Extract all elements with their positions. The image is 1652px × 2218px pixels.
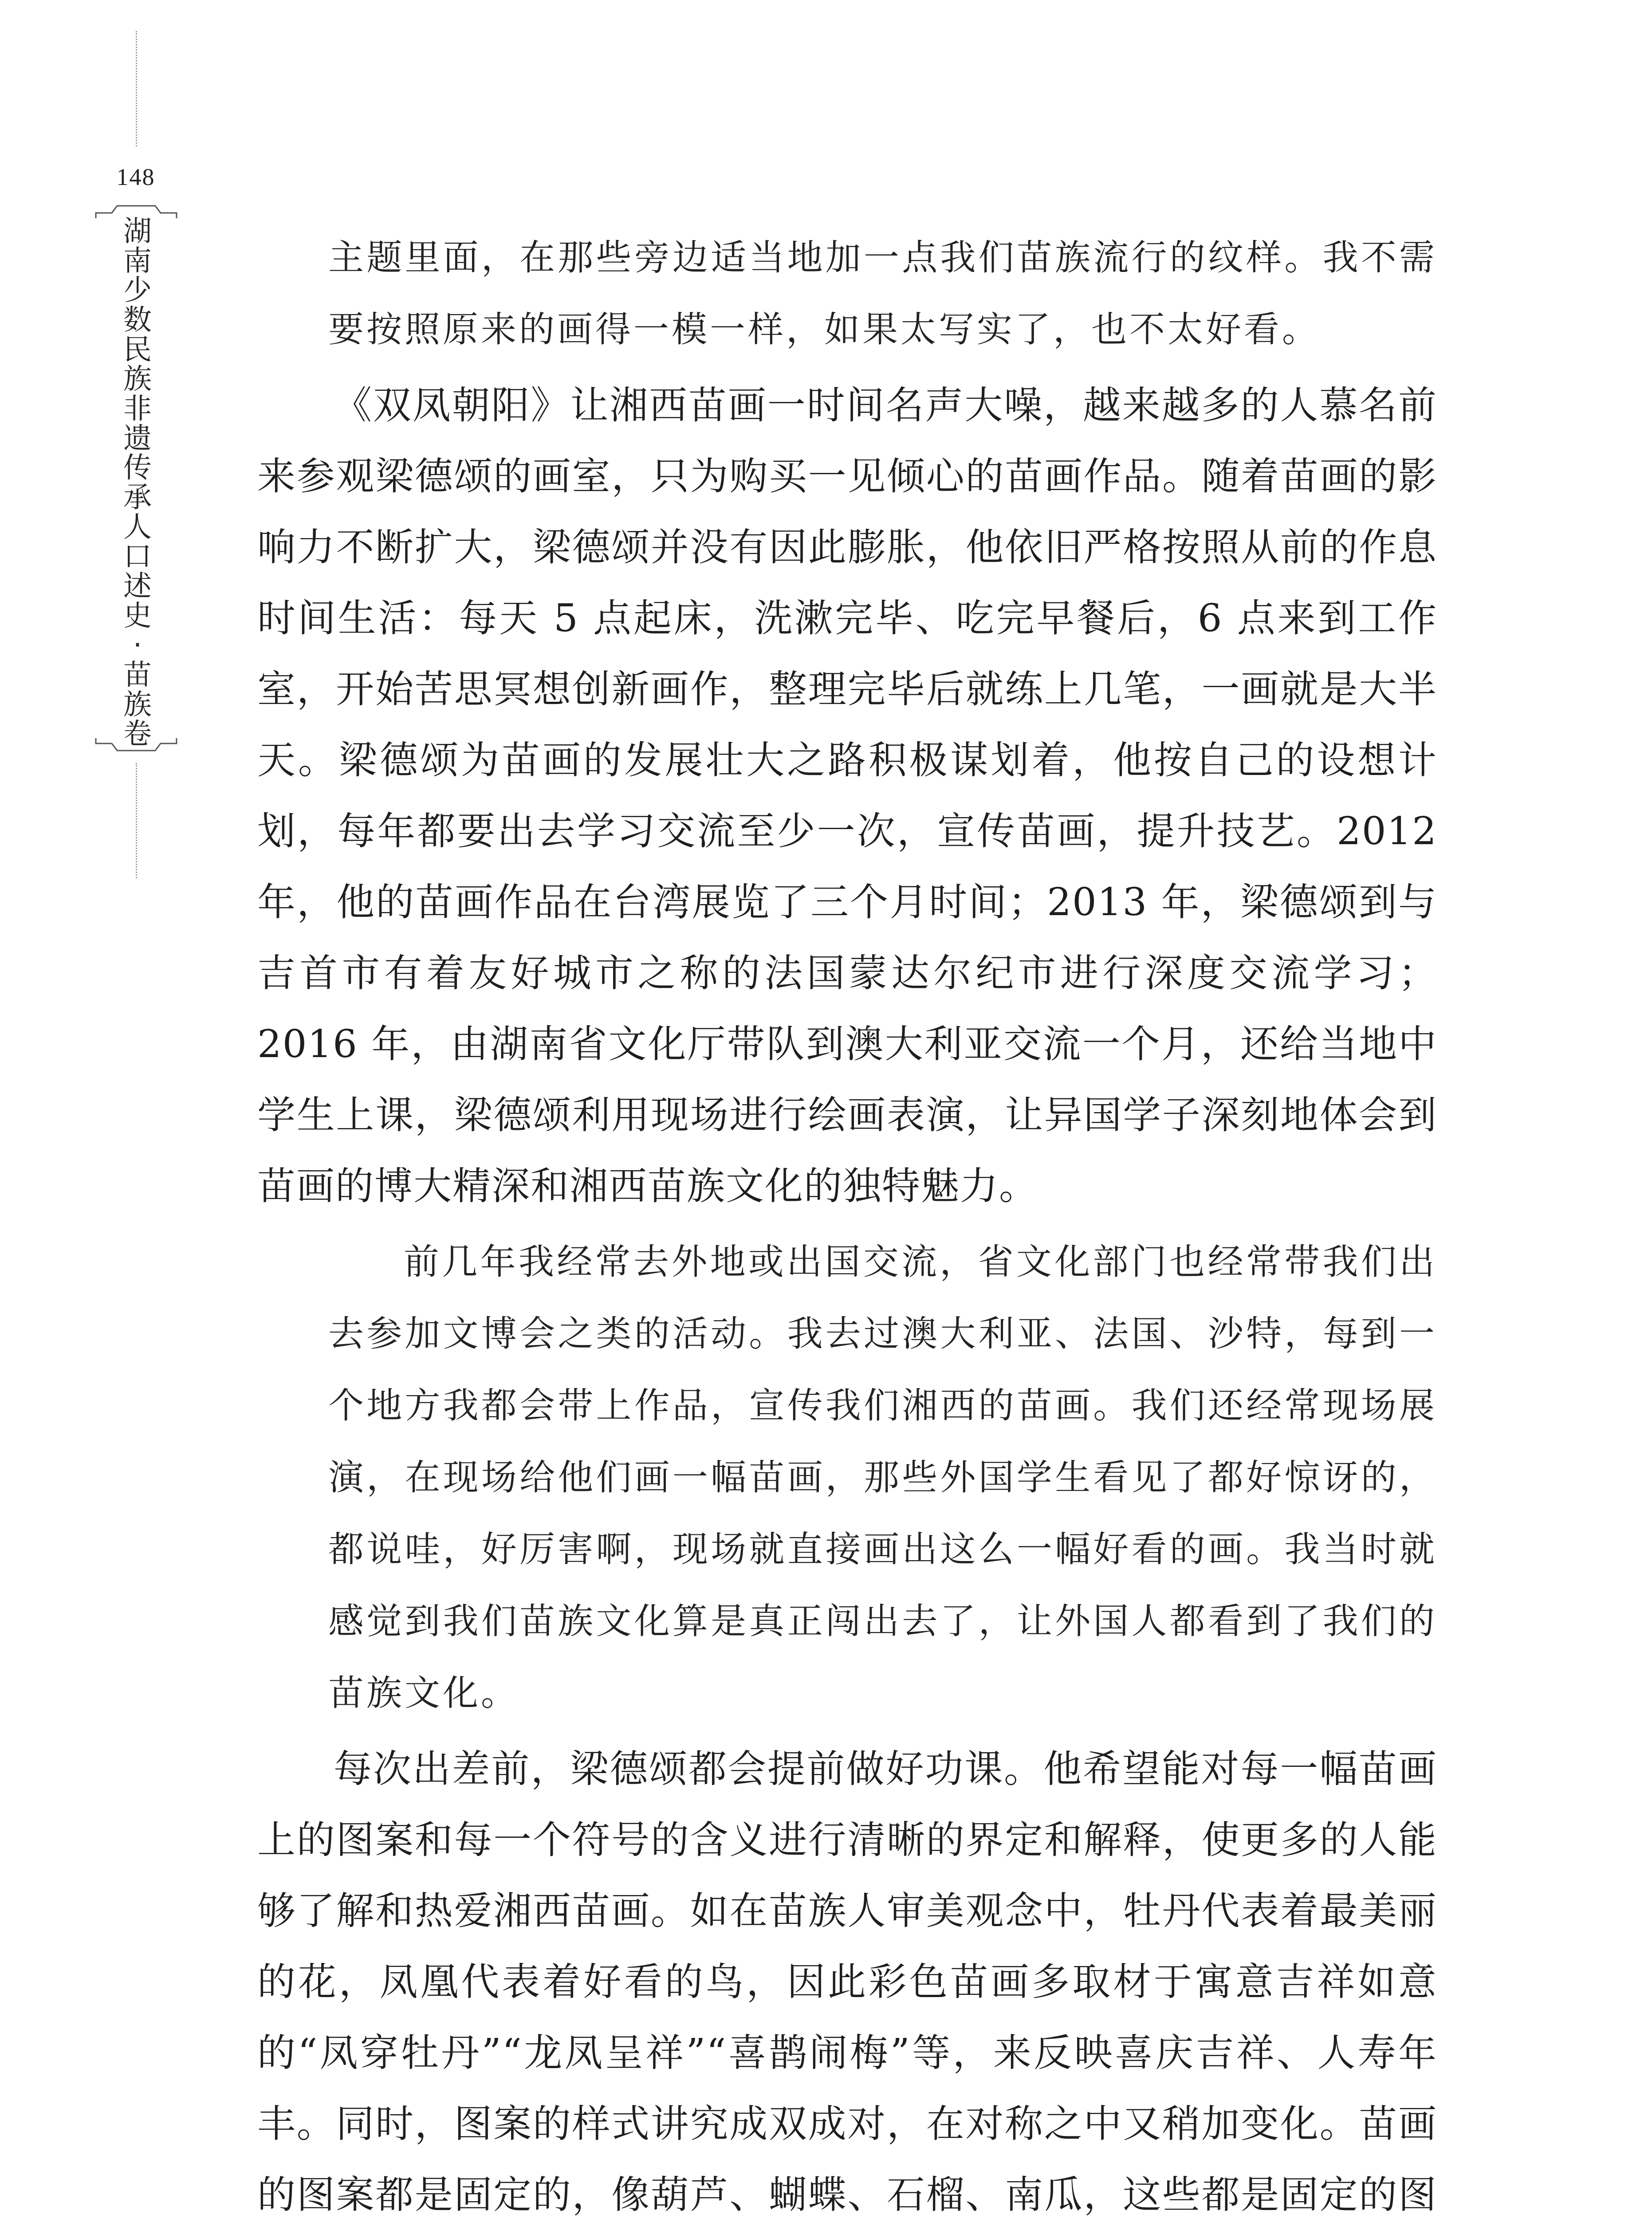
interview-quote-continued: 主题里面，在那些旁边适当地加一点我们苗族流行的纹样。我不需要按照原来的画得一模一样，如果太写实了，也不太好看。 (328, 237, 1437, 350)
series-title-char: 民 (123, 333, 152, 366)
narrative-paragraph: 《双凤朝阳》让湘西苗画一时间名声大噪，越来越多的人慕名前来参观梁德颂的画室，只为购买一见倾心的苗画作品。随着苗画的影响力不断扩大，梁德颂并没有因此膨胀，他依旧严格按照从前的作息时间生活：每天 5 点起床，洗漱完毕、吃完早餐后，6 点来到工作室，开始苦思冥想创新画作，整理完毕后就练上几笔，一画就是大半天。梁德颂为苗画的发展壮大之路积极谋划着，他按自己的设想计划，每年都要出去学习交流至少一次，宣传苗画，提升技艺。2012 年，他的苗画作品在台湾展览了三个月时间；2013 年，梁德颂到与吉首市有着友好城市之称的法国蒙达尔纪市进行深度交流学习；2016 年，由湖南省文化厅带队到澳大利亚交流一个月，还给当地中学生上课，梁德颂利用现场进行绘画表演，让异国学子深刻地体会到苗画的博大精深和湘西苗族文化的独特魅力。 (257, 383, 1437, 1208)
narrative-paragraph: 每次出差前，梁德颂都会提前做好功课。他希望能对每一幅苗画上的图案和每一个符号的含义进行清晰的界定和解释，使更多的人能够了解和热爱湘西苗画。如在苗族人审美观念中，牡丹代表着最美丽的花，凤凰代表着好看的鸟，因此彩色苗画多取材于寓意吉祥如意的“凤穿牡丹”“龙凤呈祥”“喜鹊闹梅”等，来反映喜庆吉祥、人寿年丰。同时，图案的样式讲究成双成对，在对称之中又稍加变化。苗画的图案都是固定的，像葫芦、蝴蝶、石榴、南瓜，这些都是固定的图 (257, 1747, 1437, 2217)
series-title-char: 南 (123, 244, 152, 278)
series-title-char: 数 (123, 304, 152, 337)
series-title-char: 族 (123, 363, 152, 396)
series-title-vertical (106, 217, 169, 750)
series-title-char: 族 (123, 688, 152, 721)
series-title-char: 史 (123, 599, 152, 633)
top-margin-rule (136, 31, 137, 146)
series-title-char: 苗 (123, 659, 152, 692)
series-title-char: 口 (123, 540, 152, 574)
series-title-char: 承 (123, 481, 152, 515)
series-title-char: 传 (123, 452, 152, 485)
interview-quote: 前几年我经常去外地或出国交流，省文化部门也经常带我们出去参加文博会之类的活动。我去过澳大利亚、法国、沙特，每到一个地方我都会带上作品，宣传我们湘西的苗画。我们还经常现场展演，在现场给他们画一幅苗画，那些外国学生看见了都好惊讶的，都说哇，好厉害啊，现场就直接画出这么一幅好看的画。我当时就感觉到我们苗族文化算是真正闯出去了，让外国人都看到了我们的苗族文化。 (328, 1241, 1437, 1714)
series-title-char: 人 (123, 511, 152, 544)
bottom-margin-rule (136, 763, 137, 878)
series-title-char: 非 (123, 393, 152, 426)
title-bracket-bottom-icon (94, 736, 178, 754)
series-title-char: 湖 (123, 215, 152, 248)
series-title-char: 述 (123, 570, 152, 603)
page-body (257, 222, 1437, 2218)
page-number: 148 (116, 164, 155, 190)
series-title-char: 卷 (123, 718, 152, 751)
series-title-char: · (133, 629, 142, 662)
series-title-char: 遗 (123, 422, 152, 455)
series-title-char: 少 (123, 274, 152, 307)
